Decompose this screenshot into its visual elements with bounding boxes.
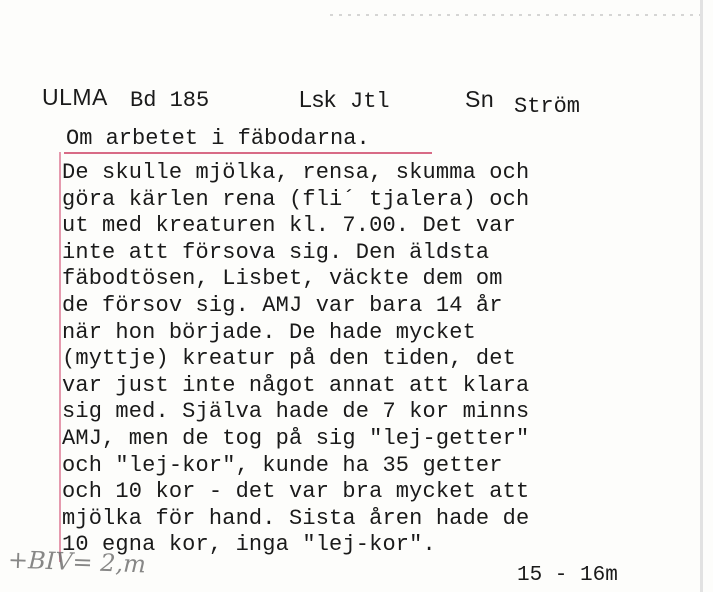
province-value: Jtl bbox=[350, 89, 390, 114]
body-line: (myttje) kreatur på den tiden, det bbox=[62, 346, 516, 372]
archive-code: ULMA bbox=[42, 84, 108, 110]
body-line: inte att försova sig. Den äldsta bbox=[62, 239, 490, 265]
card-right-edge bbox=[700, 0, 703, 592]
body-line: ut med kreaturen kl. 7.00. Det var bbox=[62, 213, 516, 239]
body-line: och "lej-kor", kunde ha 35 getter bbox=[62, 452, 503, 478]
body-line: mjölka för hand. Sista åren hade de bbox=[62, 505, 530, 531]
page-reference: 15 - 16m bbox=[517, 564, 618, 587]
card-body bbox=[62, 160, 529, 559]
card-top-edge bbox=[330, 14, 700, 16]
heading-underline bbox=[64, 152, 432, 154]
handwritten-note: +BIV= 2,m bbox=[7, 545, 147, 579]
card-heading: Om arbetet i fäbodarna. bbox=[66, 126, 370, 151]
body-line: göra kärlen rena (fli´ tjalera) och bbox=[62, 186, 530, 212]
body-line: De skulle mjölka, rensa, skumma och bbox=[62, 160, 530, 185]
body-line: fäbodtösen, Lisbet, väckte dem om bbox=[62, 266, 503, 292]
parish-label: Sn bbox=[465, 86, 495, 112]
body-line: 10 egna kor, inga "lej-kor". bbox=[62, 532, 436, 558]
body-line: var just inte något annat att klara bbox=[62, 372, 530, 398]
body-line: de försov sig. AMJ var bara 14 år bbox=[62, 292, 503, 318]
body-line: när hon började. De hade mycket bbox=[62, 319, 476, 345]
margin-rule bbox=[59, 152, 61, 562]
body-line: och 10 kor - det var bra mycket att bbox=[62, 479, 530, 505]
volume-number: Bd 185 bbox=[130, 88, 210, 113]
province-label: Lsk bbox=[299, 86, 337, 112]
parish-value: Ström bbox=[514, 94, 581, 119]
body-line: sig med. Själva hade de 7 kor minns bbox=[62, 399, 530, 425]
body-line: AMJ, men de tog på sig "lej-getter" bbox=[62, 425, 530, 451]
